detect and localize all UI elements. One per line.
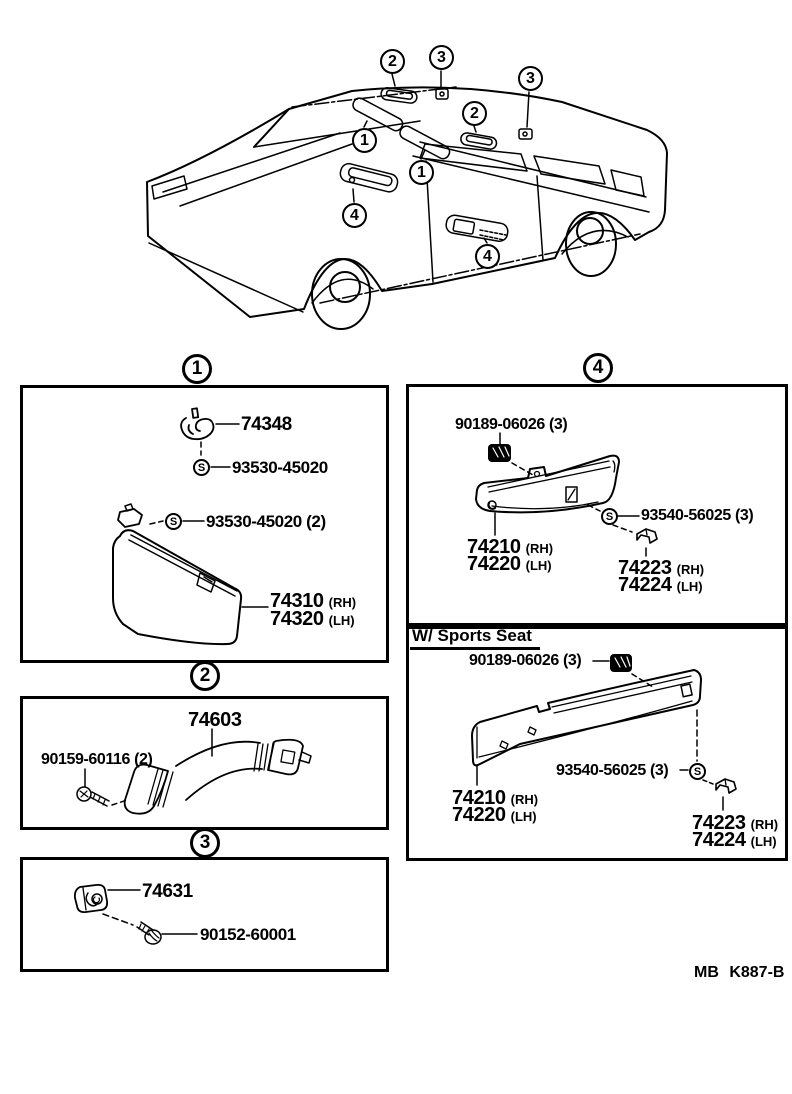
beltline (413, 156, 649, 212)
part-number: 74220 (467, 553, 521, 575)
assist-grip-drawing (125, 740, 311, 814)
armrest-section-callout (583, 353, 613, 383)
side-marker: (RH) (328, 595, 357, 610)
part-number: 74220 (452, 804, 506, 826)
part-number: 74210 (452, 787, 506, 809)
car-callout-hook-rear (518, 66, 543, 91)
bumper-crease (149, 243, 303, 312)
callout-number: 3 (437, 48, 446, 66)
hood-crease (163, 133, 340, 192)
callout-number: 4 (483, 247, 492, 265)
side-marker: (RH) (676, 562, 705, 577)
car-body-outline (147, 87, 667, 317)
car-callout-visor-left (352, 128, 377, 153)
side-marker: (LH) (750, 834, 777, 849)
part-number-90159-60116: 90159-60116 (2) (41, 751, 153, 768)
hatch-glass (611, 170, 644, 196)
sports-armrest-drawing (472, 670, 701, 765)
s-marker-letter: S (605, 510, 614, 523)
part-number-74224-lh-sports (692, 830, 777, 850)
callout-number: 2 (470, 104, 479, 122)
a-pillar (254, 109, 289, 147)
visor-section-callout (182, 354, 212, 384)
part-number-74603: 74603 (188, 709, 242, 731)
dashed-line (103, 914, 133, 925)
grip-section-drawing (77, 729, 311, 814)
part-number-74348: 74348 (241, 414, 292, 435)
screw-marker (601, 508, 618, 525)
armrest-drawing (476, 456, 619, 513)
part-number: 74320 (270, 608, 324, 630)
callout-number: 2 (199, 665, 211, 686)
part-number-93530-45020-2: 93530-45020 (2) (206, 512, 326, 531)
s-marker-letter: S (693, 765, 702, 778)
door-armrest (445, 214, 509, 242)
callout-number: 2 (388, 52, 397, 70)
cap-clip-drawing (637, 529, 657, 543)
hook-section-callout (190, 828, 220, 858)
part-number: 74223 (692, 812, 746, 834)
part-number-74320-lh (270, 609, 355, 629)
side-marker: (RH) (510, 792, 539, 807)
screw-marker (193, 459, 210, 476)
callout-number: 1 (417, 163, 426, 181)
part-number-93540-56025-sports: 93540-56025 (3) (556, 762, 669, 779)
car-callout-grip-rear (462, 101, 487, 126)
screw-marker (689, 763, 706, 780)
s-marker-letter: S (169, 515, 178, 528)
sports-seat-heading: W/ Sports Seat (410, 627, 540, 650)
car-callout-armrest-front (342, 203, 367, 228)
part-number-93530-45020: 93530-45020 (232, 458, 328, 477)
part-number: 74224 (618, 574, 672, 596)
part-number: 74224 (692, 829, 746, 851)
car-callout-armrest-door (475, 244, 500, 269)
part-number-93540-56025: 93540-56025 (3) (641, 507, 754, 524)
grip-section-callout (190, 661, 220, 691)
part-number-90189-06026: 90189-06026 (3) (455, 416, 568, 433)
part-number: 74223 (618, 557, 672, 579)
visor-holder-clip-drawing (181, 408, 213, 439)
dashed-line (613, 525, 632, 532)
armrest-sports-drawing (472, 655, 736, 810)
callout-number: 4 (592, 357, 604, 378)
side-marker: (LH) (676, 579, 703, 594)
car-callout-grip-front (380, 49, 405, 74)
side-marker: (LH) (510, 809, 537, 824)
callout-number: 4 (350, 206, 359, 224)
callout-number: 1 (191, 358, 203, 379)
s-marker-letter: S (197, 461, 206, 474)
side-marker: (LH) (328, 613, 355, 628)
part-number-74631: 74631 (142, 881, 193, 902)
door-rear-seam (537, 176, 543, 260)
part-number-74220-lh-sports (452, 805, 537, 825)
screw-marker (165, 513, 182, 530)
part-number-90152-60001: 90152-60001 (200, 925, 296, 944)
dashed-line (150, 521, 163, 524)
dashed-line (703, 780, 713, 784)
part-number-74220-lh (467, 554, 552, 574)
quarter-window (534, 156, 605, 184)
cap-clip-drawing (716, 779, 736, 793)
door-window (420, 144, 527, 171)
side-marker: (RH) (525, 541, 554, 556)
headlight (152, 176, 187, 199)
part-number-90189-06026-sports: 90189-06026 (3) (469, 652, 582, 669)
nut-icon (489, 445, 510, 461)
car-callout-visor-right (409, 160, 434, 185)
nut-icon (611, 655, 631, 671)
front-arch-lip (312, 279, 373, 303)
rocker-dashdot (320, 234, 640, 303)
callout-number: 1 (360, 131, 369, 149)
hood-crease (180, 144, 352, 206)
callout-number: 3 (199, 832, 211, 853)
hook-drawing (75, 885, 107, 912)
part-number-74224-lh (618, 575, 703, 595)
side-marker: (LH) (525, 558, 552, 573)
hook-screw-drawing (137, 922, 161, 944)
front-door-armrest (339, 162, 400, 193)
car-illustration (147, 71, 667, 329)
part-number: 74210 (467, 536, 521, 558)
side-marker: (RH) (750, 817, 779, 832)
part-number: 74310 (270, 590, 324, 612)
callout-number: 3 (526, 69, 535, 87)
page-code: MB K887-B (694, 964, 785, 981)
grip-screw-drawing (77, 769, 127, 806)
windshield-base (254, 121, 420, 147)
car-callout-hook-front (429, 45, 454, 70)
